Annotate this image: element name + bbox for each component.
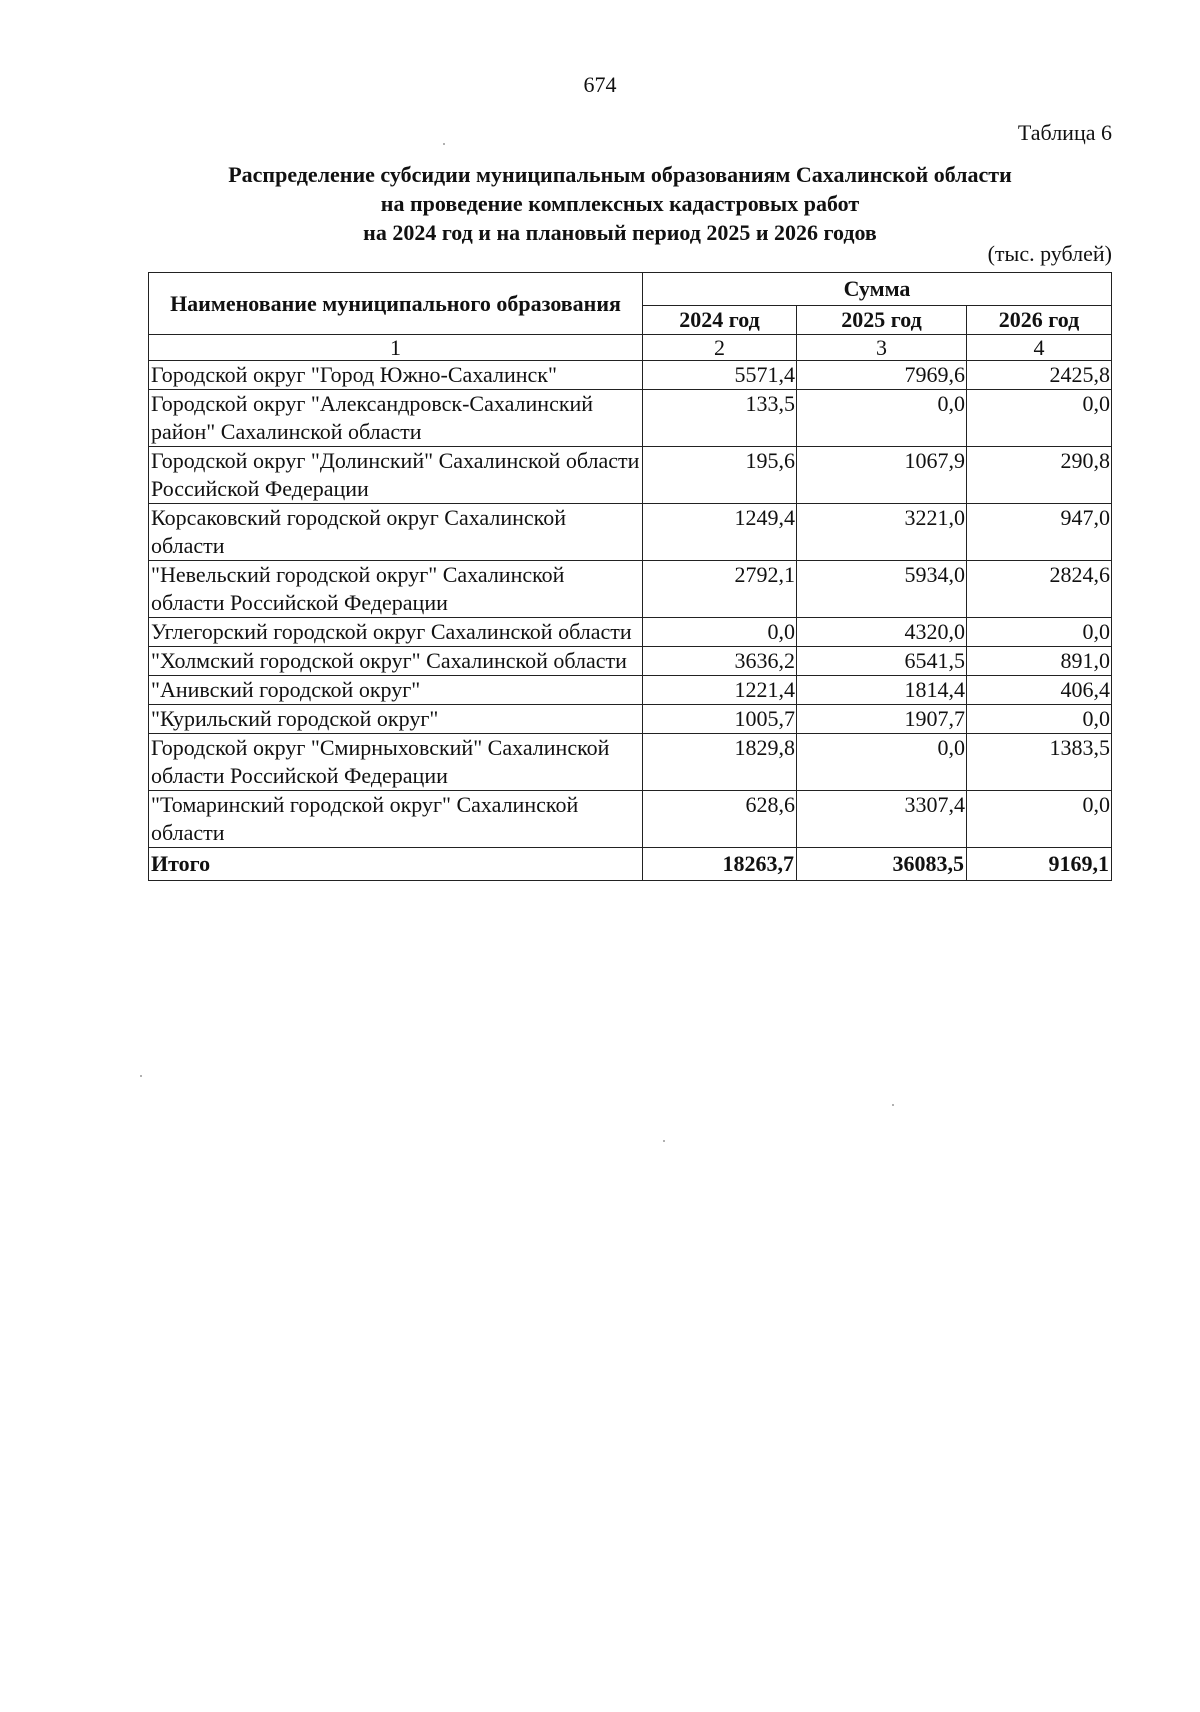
value-2024: 1221,4	[643, 676, 797, 705]
column-number-row	[149, 335, 1112, 361]
table-row	[149, 676, 1112, 705]
header-year-2026: 2026 год	[967, 306, 1112, 335]
value-2026: 1383,5	[967, 734, 1112, 791]
scan-speck	[140, 1075, 142, 1077]
value-2026: 290,8	[967, 447, 1112, 504]
municipality-name: Городской округ "Долинский" Сахалинской области Российской Федерации	[149, 447, 643, 504]
document-title	[140, 160, 1100, 247]
value-2026: 947,0	[967, 504, 1112, 561]
value-2025: 3307,4	[797, 791, 967, 848]
value-2024: 0,0	[643, 618, 797, 647]
table-row	[149, 390, 1112, 447]
municipality-name: "Курильский городской округ"	[149, 705, 643, 734]
table-row	[149, 618, 1112, 647]
value-2025: 3221,0	[797, 504, 967, 561]
municipality-name: "Томаринский городской округ" Сахалинской области	[149, 791, 643, 848]
table-row	[149, 791, 1112, 848]
total-label: Итого	[149, 848, 643, 881]
value-2026: 0,0	[967, 618, 1112, 647]
value-2024: 1829,8	[643, 734, 797, 791]
column-number: 4	[967, 335, 1112, 361]
municipality-name: "Невельский городской округ" Сахалинской области Российской Федерации	[149, 561, 643, 618]
scan-speck	[663, 1140, 665, 1142]
municipality-name: Городской округ "Александровск-Сахалинский район" Сахалинской области	[149, 390, 643, 447]
header-municipality-name: Наименование муниципального образования	[149, 273, 643, 335]
subsidy-table	[148, 272, 1112, 881]
header-year-2025: 2025 год	[797, 306, 967, 335]
value-2024: 1249,4	[643, 504, 797, 561]
total-2026: 9169,1	[967, 848, 1112, 881]
table-row	[149, 447, 1112, 504]
table-row	[149, 361, 1112, 390]
column-number: 3	[797, 335, 967, 361]
value-2024: 628,6	[643, 791, 797, 848]
value-2025: 0,0	[797, 734, 967, 791]
value-2026: 0,0	[967, 390, 1112, 447]
table-row	[149, 561, 1112, 618]
municipality-name: Городской округ "Смирныховский" Сахалинской области Российской Федерации	[149, 734, 643, 791]
value-2025: 6541,5	[797, 647, 967, 676]
municipality-name: "Холмский городской округ" Сахалинской области	[149, 647, 643, 676]
municipality-name: Углегорский городской округ Сахалинской области	[149, 618, 643, 647]
value-2026: 406,4	[967, 676, 1112, 705]
municipality-name: Городской округ "Город Южно-Сахалинск"	[149, 361, 643, 390]
value-2024: 1005,7	[643, 705, 797, 734]
header-year-2024: 2024 год	[643, 306, 797, 335]
value-2026: 2824,6	[967, 561, 1112, 618]
title-line-1: Распределение субсидии муниципальным образованиям Сахалинской области	[228, 162, 1012, 187]
value-2025: 0,0	[797, 390, 967, 447]
total-row	[149, 848, 1112, 881]
page-number: 674	[583, 72, 617, 97]
value-2026: 0,0	[967, 791, 1112, 848]
value-2026: 2425,8	[967, 361, 1112, 390]
value-2026: 891,0	[967, 647, 1112, 676]
title-line-2: на проведение комплексных кадастровых работ	[380, 191, 860, 216]
value-2024: 3636,2	[643, 647, 797, 676]
units-label: (тыс. рублей)	[987, 241, 1112, 266]
column-number: 1	[149, 335, 643, 361]
value-2026: 0,0	[967, 705, 1112, 734]
title-line-3: на 2024 год и на плановый период 2025 и 2026 годов	[363, 220, 877, 245]
municipality-name: Корсаковский городской округ Сахалинской области	[149, 504, 643, 561]
column-number: 2	[643, 335, 797, 361]
subsidy-table-container	[148, 272, 1112, 881]
header-sum: Сумма	[643, 273, 1112, 306]
value-2025: 7969,6	[797, 361, 967, 390]
value-2024: 5571,4	[643, 361, 797, 390]
municipality-name: "Анивский городской округ"	[149, 676, 643, 705]
value-2025: 1814,4	[797, 676, 967, 705]
table-row	[149, 504, 1112, 561]
table-caption: Таблица 6	[1017, 120, 1112, 145]
value-2024: 2792,1	[643, 561, 797, 618]
value-2025: 5934,0	[797, 561, 967, 618]
scan-speck	[443, 143, 445, 145]
table-row	[149, 734, 1112, 791]
value-2024: 133,5	[643, 390, 797, 447]
value-2025: 1067,9	[797, 447, 967, 504]
value-2024: 195,6	[643, 447, 797, 504]
total-2024: 18263,7	[643, 848, 797, 881]
value-2025: 1907,7	[797, 705, 967, 734]
total-2025: 36083,5	[797, 848, 967, 881]
value-2025: 4320,0	[797, 618, 967, 647]
table-row	[149, 647, 1112, 676]
scan-speck	[892, 1104, 894, 1106]
table-row	[149, 705, 1112, 734]
